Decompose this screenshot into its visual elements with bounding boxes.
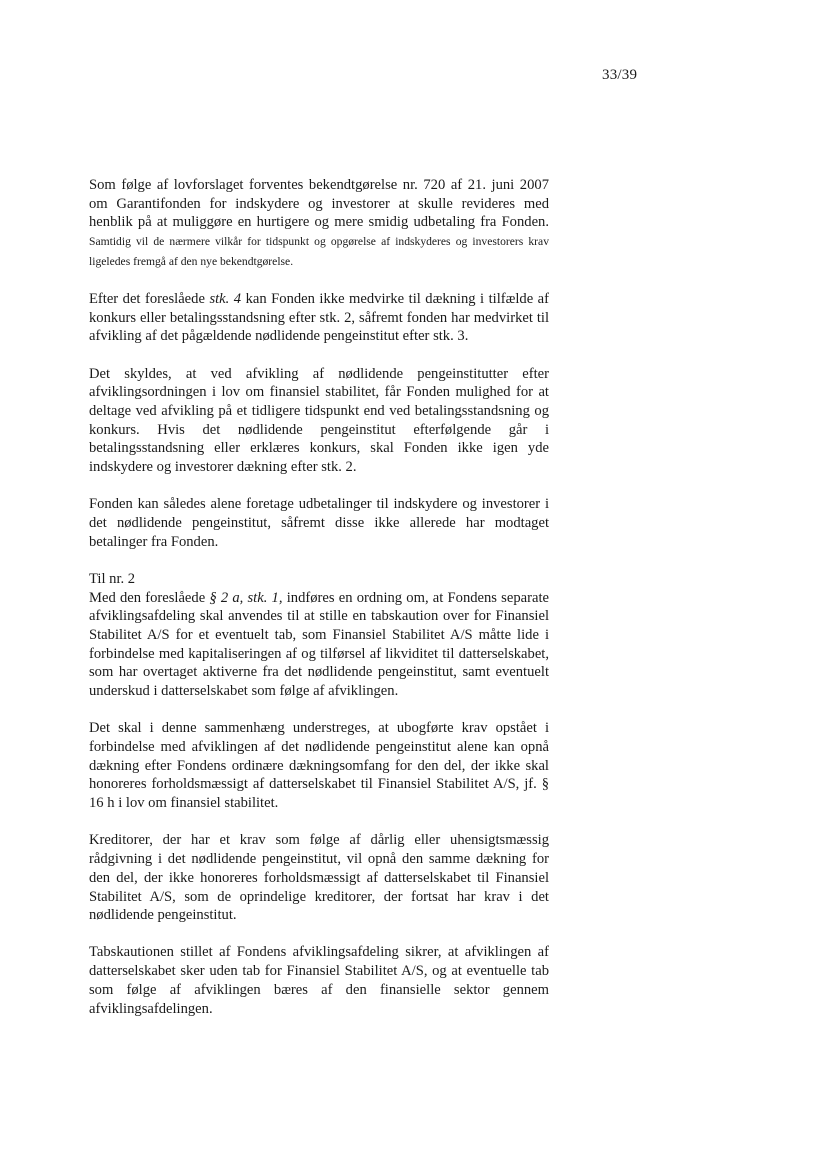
- paragraph-text-after: kan Fonden ikke medvirke til dækning i tilfælde af konkurs eller betalingsstandsning efter stk. 2, såfremt fonden har medvirket til afvikling af det pågældende nødlidende pengeinstitut efter stk. 3.: [89, 291, 550, 345]
- paragraph-udbetalinger: Fonden kan således alene foretage udbetalinger til indskydere og investorer i det nødlidende pengeinstitut, såfremt disse ikke allerede har modtaget betalinger fra Fonden.: [89, 496, 549, 550]
- paragraph-text: Som følge af lovforslaget forventes bekendtgørelse nr. 720 af 21. juni 2007 om Garantifonden for indskydere og investorer at skulle revideres med henblik på at muliggøre en hurtigere og mere smidig udbetaling fra Fonden.: [89, 177, 549, 231]
- paragraph-ubogfoerte-krav: Det skal i denne sammenhæng understreges, at ubogførte krav opstået i forbindelse med afviklingen af det nødlidende pengeinstitut alene kan opnå dækning efter Fondens ordinære dækningsomfang for den del, der ikke skal honoreres forholdsmæssigt af datterselskabet til Finansiel Stabilitet A/S, jf. § 16 h i lov om finansiel stabilitet.: [89, 720, 549, 812]
- paragraph-afviklingsordning: Det skyldes, at ved afvikling af nødlidende pengeinstitutter efter afviklingsordningen i lov om finansiel stabilitet, får Fonden mulighed for at deltage ved afvikling på et tidligere tidspunkt end ved betalingsstandsning og konkurs. Hvis det nødlidende pengeinstitut efterfølgende går i betalingsstandsning eller erklæres konkurs, skal Fonden ikke igen yde indskydere og investorer dækning efter stk. 2.: [89, 365, 549, 476]
- page-number: 33/39: [602, 67, 638, 83]
- paragraph-stk4: [89, 290, 549, 346]
- reference-stk4: stk. 4: [209, 291, 242, 308]
- paragraph-kreditorer: Kreditorer, der har et krav som følge af dårlig eller uhensigtsmæssig rådgivning i det nødlidende pengeinstitut, vil opnå den samme dækning for den del, der ikke honoreres forholdsmæssigt af datterselskabet til Finansiel Stabilitet A/S, som de oprindelige kreditorer, der fortsat har krav i det nødlidende pengeinstitut.: [89, 832, 549, 924]
- section-heading: Til nr. 2: [89, 570, 136, 587]
- paragraph-bekendtgoerelse: [89, 176, 549, 272]
- paragraph-til-nr-2: [89, 570, 549, 701]
- paragraph-text-before: Med den foreslåede: [89, 589, 206, 606]
- document-body: [89, 176, 549, 1037]
- paragraph-tabskaution: Tabskautionen stillet af Fondens afviklingsafdeling sikrer, at afviklingen af datterselskabet sker uden tab for Finansiel Stabilitet A/S, og at eventuelle tab som følge af afviklingen bæres af den finansielle sektor gennem afviklingsafdelingen.: [89, 944, 549, 1017]
- paragraph-small-text: Samtidig vil de nærmere vilkår for tidspunkt og opgørelse af indskyderes og investorers krav ligeledes fremgå af den nye bekendtgørelse.: [89, 235, 549, 268]
- paragraph-text-before: Efter det foreslåede: [89, 291, 205, 308]
- paragraph-text-after: indføres en ordning om, at Fondens separate afviklingsafdeling skal anvendes til at stille en tabskaution over for Finansiel Stabilitet A/S for et eventuelt tab, som Finansiel Stabilitet A/S måtte lide i forbindelse med kapitaliseringen af og tilførsel af likviditet til datterselskabet, som har overtaget aktiverne fra det nødlidende pengeinstitut, samt eventuelt underskud i datterselskabet som følge af afviklingen.: [89, 589, 549, 700]
- reference-2a-stk1: § 2 a, stk. 1,: [209, 589, 283, 606]
